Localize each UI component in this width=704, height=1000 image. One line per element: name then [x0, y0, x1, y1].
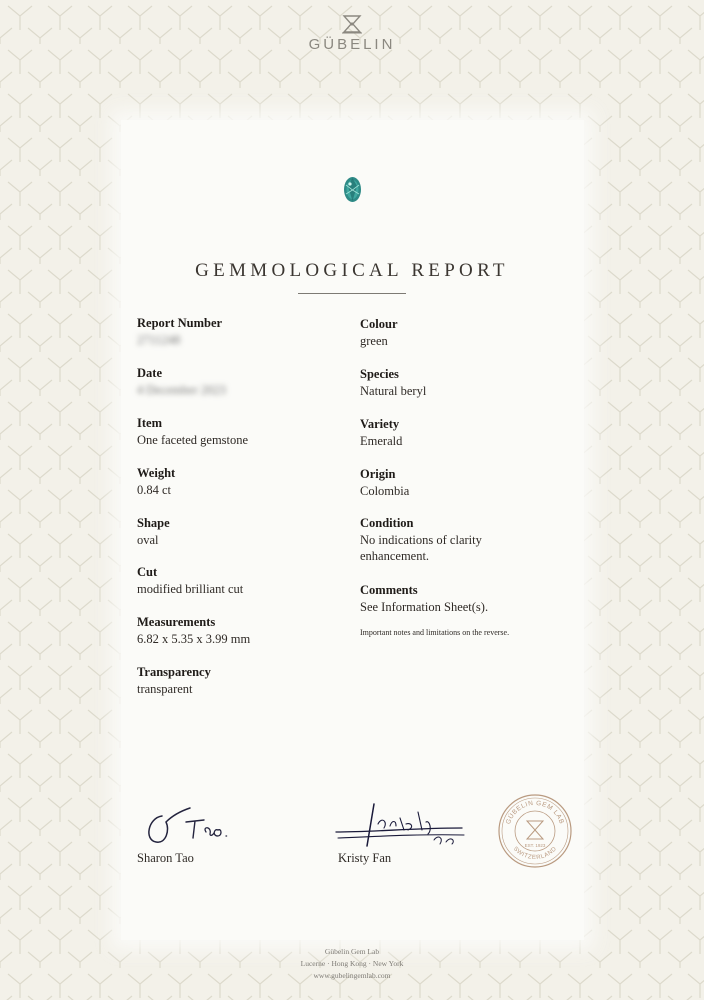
signature-kristy-fan: [334, 802, 468, 852]
field-label: Shape: [137, 516, 170, 530]
field-label: Item: [137, 416, 162, 430]
field-label: Measurements: [137, 615, 216, 629]
field-report-number: [137, 315, 367, 348]
seal-text-bottom: SWITZERLAND: [511, 845, 559, 862]
field-value: transparent: [137, 682, 193, 696]
field-colour: [360, 316, 590, 349]
field-label: Origin: [360, 467, 396, 481]
field-shape: [137, 515, 367, 548]
gubelin-gem-lab-seal-icon: [497, 793, 573, 869]
svg-text:SWITZERLAND: [512, 846, 559, 861]
field-transparency: [137, 664, 367, 697]
field-value-line-1: No indications of clarity: [360, 533, 482, 547]
footer: [0, 946, 704, 982]
field-value-line-2: enhancement.: [360, 549, 430, 563]
seal-text-top: GÜBELIN GEM LAB: [504, 799, 566, 826]
field-date: [137, 365, 367, 398]
field-label: Variety: [360, 417, 400, 431]
field-value: 2711248: [137, 333, 181, 347]
field-value: One faceted gemstone: [137, 433, 249, 447]
field-value: See Information Sheet(s).: [360, 600, 489, 614]
field-value: 6.82 x 5.35 x 3.99 mm: [137, 632, 251, 646]
reverse-note: Important notes and limitations on the reverse.: [360, 628, 510, 637]
footer-locations: Lucerne · Hong Kong · New York: [300, 959, 404, 968]
field-value: green: [360, 334, 388, 348]
field-value: 0.84 ct: [137, 483, 172, 497]
report-title: GEMMOLOGICAL REPORT: [195, 260, 509, 281]
field-species: [360, 366, 590, 399]
brand-logo: [0, 14, 704, 53]
signature-sharon-tao: [140, 800, 245, 848]
field-item: [137, 415, 367, 448]
emerald-gem-image: [343, 176, 362, 203]
field-label: Colour: [360, 317, 398, 331]
field-label: Date: [137, 366, 162, 380]
title-divider: [298, 293, 406, 294]
field-label: Comments: [360, 583, 418, 597]
field-label: Species: [360, 367, 399, 381]
signer-name-sharon-tao: Sharon Tao: [137, 851, 194, 865]
field-variety: [360, 416, 590, 449]
gubelin-logo-icon: [341, 14, 363, 34]
seal-est: EST. 1923: [524, 843, 546, 848]
field-label: Cut: [137, 565, 158, 579]
field-condition: [360, 515, 590, 564]
field-label: Condition: [360, 516, 414, 530]
field-cut: [137, 564, 367, 597]
footer-lab-name: Gübelin Gem Lab: [324, 947, 380, 956]
field-value: 4 December 2023: [137, 383, 226, 397]
field-label: Transparency: [137, 665, 211, 679]
signer-name-kristy-fan: Kristy Fan: [338, 851, 392, 865]
field-value: oval: [137, 533, 159, 547]
field-value: modified brilliant cut: [137, 582, 244, 596]
field-origin: [360, 466, 590, 499]
field-value: Natural beryl: [360, 384, 427, 398]
field-label: Report Number: [137, 316, 223, 330]
brand-name: GÜBELIN: [308, 36, 396, 53]
field-value: Emerald: [360, 434, 403, 448]
footer-website-link[interactable]: www.gubelingemlab.com: [313, 971, 391, 980]
field-weight: [137, 465, 367, 498]
field-value: Colombia: [360, 484, 410, 498]
field-label: Weight: [137, 466, 176, 480]
field-measurements: [137, 614, 367, 647]
field-comments: [360, 582, 590, 615]
